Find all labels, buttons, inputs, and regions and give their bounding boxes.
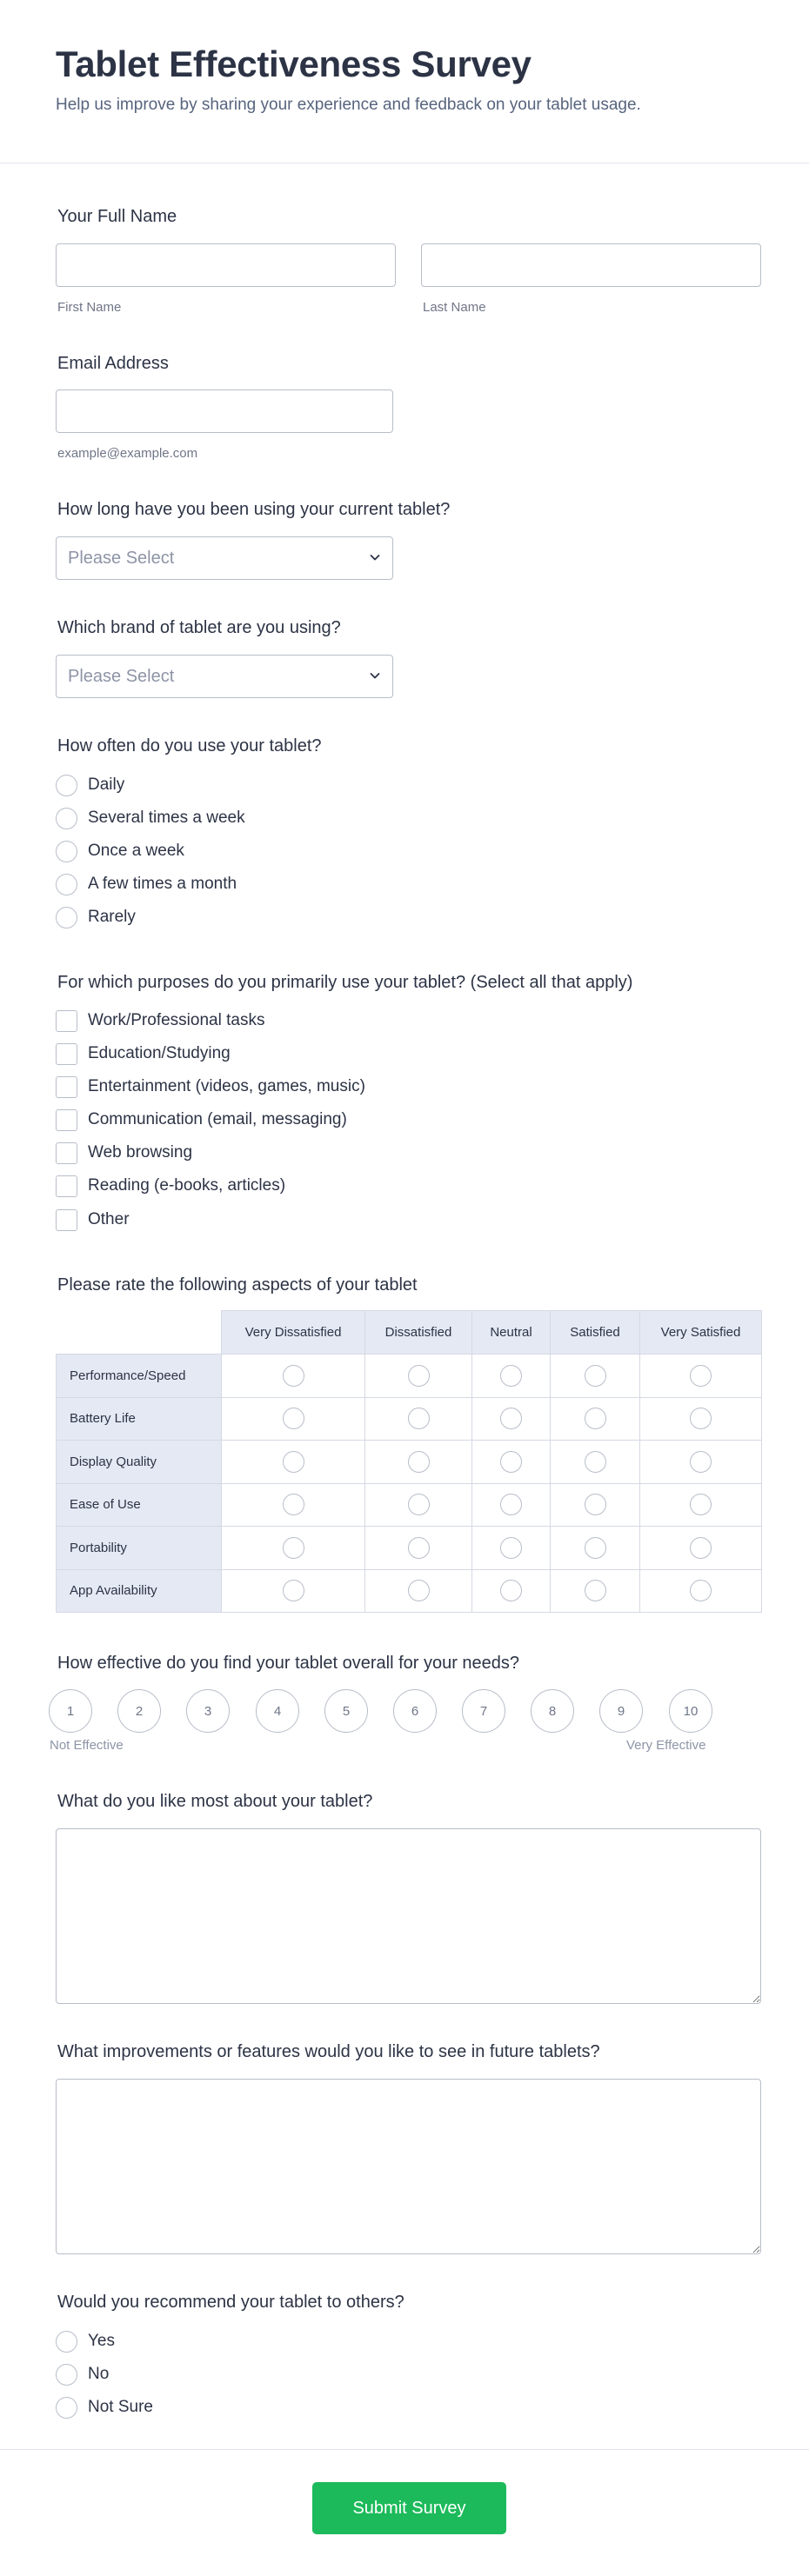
purpose-option[interactable] bbox=[56, 1009, 264, 1032]
page-description: Help us improve by sharing your experience and feedback on your tablet usage. bbox=[56, 96, 641, 114]
first-name-sublabel: First Name bbox=[57, 300, 122, 315]
matrix-row bbox=[57, 1441, 762, 1484]
duration-label: How long have you been using your current tablet? bbox=[57, 500, 451, 519]
matrix-column-header: Very Dissatisfied bbox=[222, 1311, 365, 1355]
option-label: Entertainment (videos, games, music) bbox=[88, 1077, 365, 1095]
matrix-row-label: App Availability bbox=[57, 1569, 222, 1613]
matrix-radio[interactable] bbox=[585, 1408, 606, 1429]
page-title: Tablet Effectiveness Survey bbox=[56, 43, 532, 84]
purpose-option[interactable] bbox=[56, 1175, 285, 1197]
matrix-radio[interactable] bbox=[408, 1408, 430, 1429]
matrix-radio[interactable] bbox=[585, 1365, 606, 1387]
matrix-radio[interactable] bbox=[283, 1580, 304, 1601]
scale-option[interactable]: 9 bbox=[599, 1689, 643, 1733]
scale-option[interactable]: 4 bbox=[256, 1689, 299, 1733]
matrix-radio[interactable] bbox=[585, 1494, 606, 1515]
improvements-textarea[interactable] bbox=[56, 2079, 761, 2254]
scale-option[interactable]: 2 bbox=[117, 1689, 161, 1733]
purpose-option[interactable] bbox=[56, 1075, 365, 1098]
matrix-radio[interactable] bbox=[408, 1451, 430, 1473]
form-header bbox=[0, 0, 809, 163]
matrix-radio[interactable] bbox=[585, 1451, 606, 1473]
purpose-option[interactable] bbox=[56, 1208, 130, 1231]
matrix-radio[interactable] bbox=[500, 1365, 522, 1387]
matrix-corner bbox=[57, 1311, 222, 1355]
option-label: Education/Studying bbox=[88, 1044, 231, 1062]
matrix-row bbox=[57, 1569, 762, 1613]
frequency-label: How often do you use your tablet? bbox=[57, 736, 322, 755]
matrix-column-header: Very Satisfied bbox=[640, 1311, 762, 1355]
matrix-row bbox=[57, 1527, 762, 1570]
purpose-option[interactable] bbox=[56, 1042, 231, 1065]
checkbox[interactable] bbox=[56, 1076, 77, 1098]
option-label: Communication (email, messaging) bbox=[88, 1110, 347, 1128]
purpose-option[interactable] bbox=[56, 1142, 192, 1164]
chevron-down-icon bbox=[368, 550, 382, 564]
matrix-row bbox=[57, 1397, 762, 1441]
matrix-column-header: Satisfied bbox=[551, 1311, 640, 1355]
radio-button[interactable] bbox=[56, 808, 77, 829]
scale-option[interactable]: 7 bbox=[462, 1689, 505, 1733]
checkbox[interactable] bbox=[56, 1043, 77, 1065]
scale-option[interactable]: 6 bbox=[393, 1689, 437, 1733]
effectiveness-label: How effective do you find your tablet overall for your needs? bbox=[57, 1654, 520, 1673]
matrix-radio[interactable] bbox=[283, 1365, 304, 1387]
purposes-label: For which purposes do you primarily use your tablet? (Select all that apply) bbox=[57, 973, 633, 992]
checkbox[interactable] bbox=[56, 1209, 77, 1231]
recommend-option[interactable] bbox=[56, 2363, 109, 2386]
option-label: Work/Professional tasks bbox=[88, 1011, 265, 1029]
matrix-row bbox=[57, 1483, 762, 1527]
chevron-down-icon bbox=[368, 669, 382, 682]
matrix-row-label: Performance/Speed bbox=[57, 1355, 222, 1398]
duration-select[interactable] bbox=[56, 536, 393, 580]
option-label: Web browsing bbox=[88, 1143, 193, 1162]
purpose-option[interactable] bbox=[56, 1108, 347, 1131]
rating-label: Please rate the following aspects of your tablet bbox=[57, 1275, 418, 1295]
radio-button[interactable] bbox=[56, 2331, 77, 2353]
brand-select[interactable] bbox=[56, 655, 393, 698]
checkbox[interactable] bbox=[56, 1109, 77, 1131]
scale-option[interactable]: 10 bbox=[669, 1689, 712, 1733]
recommend-option[interactable] bbox=[56, 2330, 115, 2353]
brand-placeholder: Please Select bbox=[68, 667, 175, 686]
matrix-row-label: Ease of Use bbox=[57, 1483, 222, 1527]
improvements-label: What improvements or features would you like to see in future tablets? bbox=[57, 2042, 600, 2061]
matrix-radio[interactable] bbox=[500, 1494, 522, 1515]
matrix-radio[interactable] bbox=[690, 1451, 712, 1473]
radio-button[interactable] bbox=[56, 775, 77, 796]
frequency-option[interactable] bbox=[56, 774, 124, 796]
option-label: Rarely bbox=[88, 908, 136, 926]
email-input[interactable] bbox=[56, 389, 393, 433]
scale-option[interactable]: 1 bbox=[49, 1689, 92, 1733]
matrix-radio[interactable] bbox=[500, 1408, 522, 1429]
email-sublabel: example@example.com bbox=[57, 446, 198, 461]
scale-option[interactable]: 3 bbox=[186, 1689, 230, 1733]
matrix-row bbox=[57, 1355, 762, 1398]
duration-placeholder: Please Select bbox=[68, 549, 175, 568]
scale-max-label: Very Effective bbox=[626, 1738, 706, 1753]
option-label: Daily bbox=[88, 775, 125, 794]
frequency-option[interactable] bbox=[56, 873, 237, 895]
radio-button[interactable] bbox=[56, 2364, 77, 2386]
checkbox[interactable] bbox=[56, 1010, 77, 1032]
matrix-radio[interactable] bbox=[408, 1365, 430, 1387]
matrix-radio[interactable] bbox=[283, 1451, 304, 1473]
full-name-label: Your Full Name bbox=[57, 207, 177, 226]
matrix-radio[interactable] bbox=[585, 1580, 606, 1601]
scale-option[interactable]: 8 bbox=[531, 1689, 574, 1733]
matrix-radio[interactable] bbox=[690, 1494, 712, 1515]
checkbox[interactable] bbox=[56, 1175, 77, 1197]
radio-button[interactable] bbox=[56, 2397, 77, 2419]
last-name-sublabel: Last Name bbox=[423, 300, 486, 315]
option-label: Other bbox=[88, 1210, 130, 1228]
matrix-row-label: Portability bbox=[57, 1527, 222, 1570]
frequency-option[interactable] bbox=[56, 840, 184, 862]
email-label: Email Address bbox=[57, 354, 169, 373]
matrix-radio[interactable] bbox=[690, 1408, 712, 1429]
matrix-column-header: Neutral bbox=[472, 1311, 551, 1355]
brand-label: Which brand of tablet are you using? bbox=[57, 618, 341, 637]
scale-min-label: Not Effective bbox=[50, 1738, 124, 1753]
radio-button[interactable] bbox=[56, 841, 77, 862]
matrix-radio[interactable] bbox=[408, 1580, 430, 1601]
matrix-row-label: Battery Life bbox=[57, 1397, 222, 1441]
frequency-option[interactable] bbox=[56, 807, 245, 829]
matrix-radio[interactable] bbox=[408, 1537, 430, 1559]
option-label: A few times a month bbox=[88, 875, 237, 893]
checkbox[interactable] bbox=[56, 1142, 77, 1164]
option-label: Reading (e-books, articles) bbox=[88, 1176, 286, 1195]
last-name-input[interactable] bbox=[421, 243, 761, 287]
matrix-radio[interactable] bbox=[690, 1580, 712, 1601]
matrix-radio[interactable] bbox=[283, 1408, 304, 1429]
form-footer bbox=[0, 2449, 809, 2576]
matrix-radio[interactable] bbox=[500, 1451, 522, 1473]
matrix-radio[interactable] bbox=[585, 1537, 606, 1559]
likes-textarea[interactable] bbox=[56, 1828, 761, 2004]
matrix-column-header: Dissatisfied bbox=[365, 1311, 472, 1355]
scale-option[interactable]: 5 bbox=[324, 1689, 368, 1733]
option-label: Once a week bbox=[88, 842, 184, 860]
matrix-radio[interactable] bbox=[283, 1494, 304, 1515]
option-label: Yes bbox=[88, 2332, 115, 2350]
option-label: Not Sure bbox=[88, 2398, 153, 2416]
recommend-option[interactable] bbox=[56, 2396, 153, 2419]
option-label: Several times a week bbox=[88, 809, 245, 827]
matrix-radio[interactable] bbox=[500, 1580, 522, 1601]
matrix-row-label: Display Quality bbox=[57, 1441, 222, 1484]
first-name-input[interactable] bbox=[56, 243, 396, 287]
recommend-label: Would you recommend your tablet to others? bbox=[57, 2293, 404, 2312]
matrix-radio[interactable] bbox=[690, 1365, 712, 1387]
likes-label: What do you like most about your tablet? bbox=[57, 1792, 373, 1811]
frequency-option[interactable] bbox=[56, 906, 136, 929]
matrix-radio[interactable] bbox=[690, 1537, 712, 1559]
matrix-radio[interactable] bbox=[283, 1537, 304, 1559]
submit-button[interactable]: Submit Survey bbox=[312, 2482, 506, 2534]
matrix-radio[interactable] bbox=[500, 1537, 522, 1559]
option-label: No bbox=[88, 2365, 110, 2383]
matrix-radio[interactable] bbox=[408, 1494, 430, 1515]
rating-matrix bbox=[56, 1310, 762, 1613]
radio-button[interactable] bbox=[56, 907, 77, 929]
radio-button[interactable] bbox=[56, 874, 77, 895]
